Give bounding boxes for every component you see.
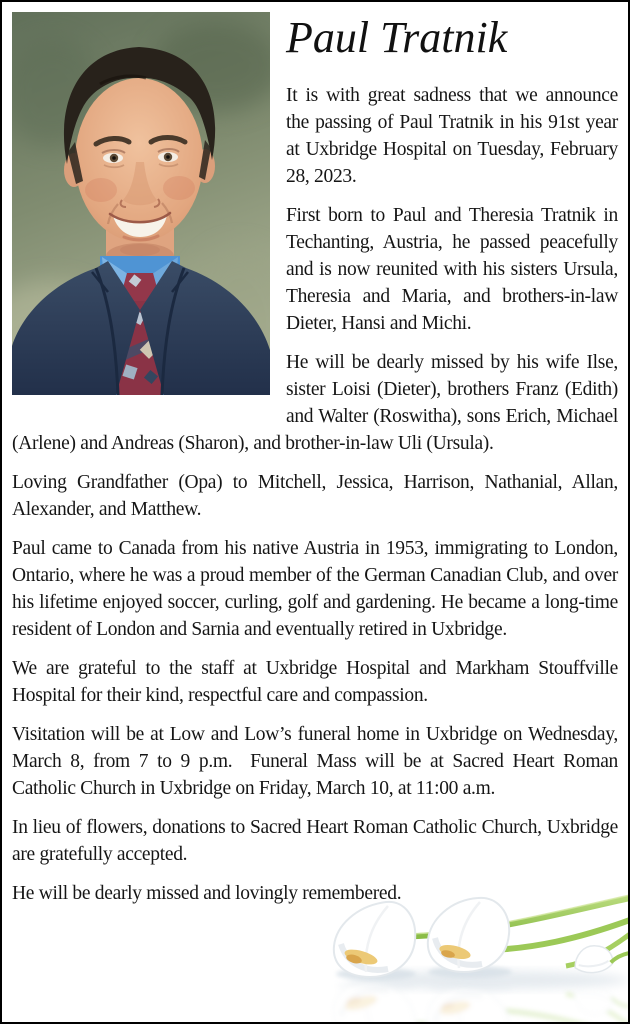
obituary-paragraph-donations: In lieu of flowers, donations to Sacred Heart Roman Catholic Church, Uxbridge are gratefully accepted. (12, 817, 618, 865)
obituary-paragraph-birth: First born to Paul and Theresia Tratnik in Techanting, Austria, he passed peacefully and is now reunited with his sisters Ursula, Theresia and Maria, and brothers-in-law Dieter, Hansi and Michi. (286, 205, 618, 334)
obituary-paragraph-life-story: Paul came to Canada from his native Austria in 1953, immigrating to London, Ontario, where he was a proud member of the German Canadian Club, and over his lifetime enjoyed soccer, curling, golf and gardening. He became a long-time resident of London and Sarnia and eventually retired in Uxbridge. (12, 538, 618, 640)
obituary-paragraph-closing: He will be dearly missed and lovingly remembered. (12, 883, 402, 904)
deceased-name-title: Paul Tratnik (286, 13, 508, 62)
obituary-content (12, 12, 618, 907)
obituary-paragraph-visitation: Visitation will be at Low and Low’s funeral home in Uxbridge on Wednesday, March 8, from 7 to 9 p.m. Funeral Mass will be at Sacred Heart Roman Catholic Church in Uxbridge on Friday, March 10, at 11:00 a.m. (12, 724, 618, 799)
portrait-photo (12, 12, 270, 395)
obituary-paragraph-grandchildren: Loving Grandfather (Opa) to Mitchell, Jessica, Harrison, Nathanial, Allan, Alexander, and Matthew. (12, 472, 618, 520)
obituary-paragraph-gratitude: We are grateful to the staff at Uxbridge Hospital and Markham Stouffville Hospital for their kind, respectful care and compassion. (12, 658, 618, 706)
obituary-paragraph-family: He will be dearly missed by his wife Ilse, sister Loisi (Dieter), brothers Franz (Edith) and Walter (Roswitha), sons Erich, Michael (Arlene) and Andreas (Sharon), and brother-in-law Uli (Ursula). (12, 352, 618, 454)
obituary-paragraph-announcement: It is with great sadness that we announce the passing of Paul Tratnik in his 91st year at Uxbridge Hospital on Tuesday, February 28, 2023. (286, 85, 618, 187)
